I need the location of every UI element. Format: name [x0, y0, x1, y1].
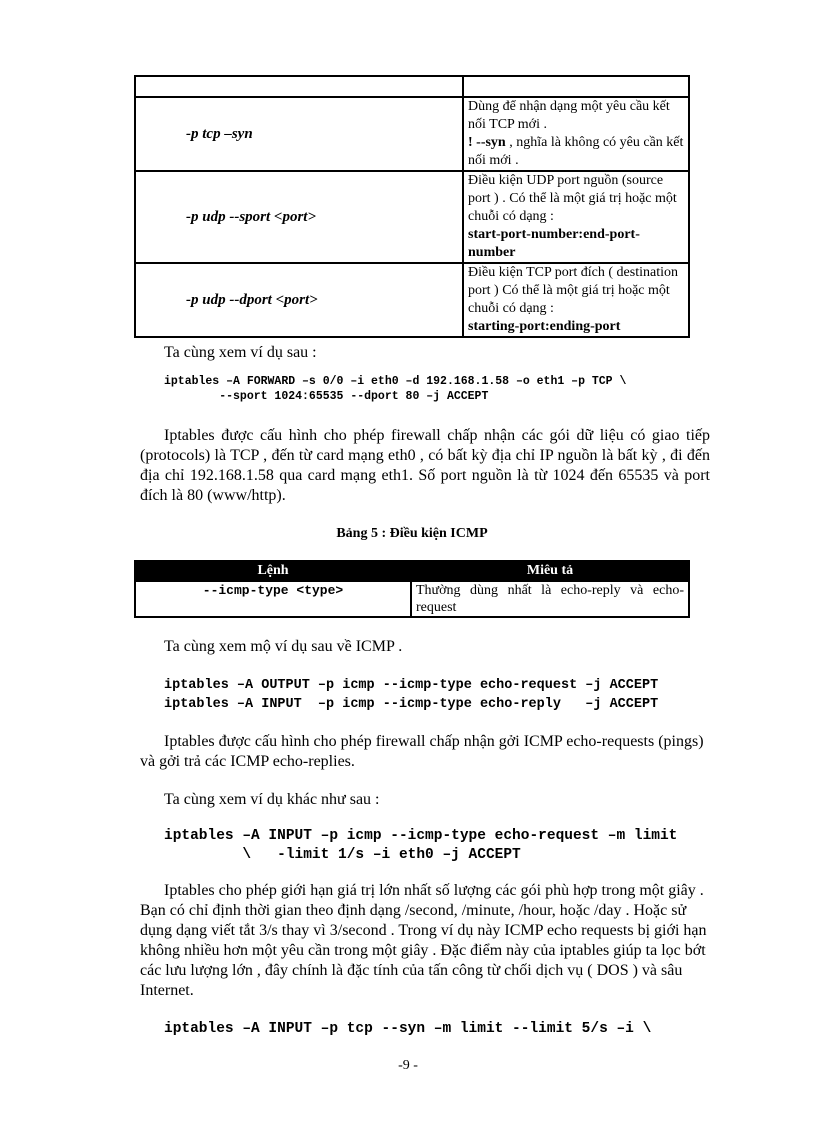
table-header-row: [135, 561, 689, 581]
column-header: Lệnh: [135, 561, 411, 581]
table-row: [135, 263, 689, 337]
table-row: [135, 581, 689, 617]
table-cell: [463, 76, 689, 97]
table-cell: [135, 76, 463, 97]
description-text: Điều kiện TCP port đích ( destination port ) Có thể là một giá trị hoặc một chuỗi có dạng :: [468, 265, 678, 316]
code-block: iptables –A INPUT –p tcp --syn –m limit --limit 5/s –i \: [164, 1021, 652, 1037]
paragraph: Iptables được cấu hình cho phép firewall chấp nhận các gói dữ liệu có giao tiếp (protocols) là TCP , đến từ card mạng eth0 , có bất kỳ địa chỉ IP nguồn là bất kỳ , đi đến địa chỉ 192.168.1.58 qua card mạng eth1. Số port nguồn là từ 1024 đến 65535 và port đích là 80 (www/http).: [140, 427, 710, 504]
icmp-table: [134, 560, 690, 618]
conditions-table: [134, 75, 690, 338]
paragraph: Ta cùng xem ví dụ sau :: [164, 344, 317, 361]
description-bold: start-port-number:end-port-number: [468, 227, 640, 260]
description-cell: [463, 263, 689, 337]
description-cell: Thường dùng nhất là echo-reply và echo-request: [411, 581, 689, 617]
paragraph: Iptables được cấu hình cho phép firewall chấp nhận gởi ICMP echo-requests (pings) và gởi trả các ICMP echo-replies.: [140, 733, 704, 770]
table-row: [135, 76, 689, 97]
command-cell: --icmp-type <type>: [135, 581, 411, 617]
description-bold: ! --syn: [468, 135, 506, 150]
description-text: Dùng để nhận dạng một yêu cầu kết nối TCP mới .: [468, 99, 670, 132]
code-block: iptables –A OUTPUT –p icmp --icmp-type echo-request –j ACCEPT iptables –A INPUT –p icmp --icmp-type echo-reply –j ACCEPT: [164, 678, 659, 712]
table-row: [135, 171, 689, 263]
description-cell: [463, 97, 689, 171]
code-block: iptables –A FORWARD –s 0/0 –i eth0 –d 192.168.1.58 –o eth1 –p TCP \ --sport 1024:65535 --dport 80 –j ACCEPT: [164, 375, 627, 403]
page-number: -9 -: [398, 1058, 418, 1073]
command-cell: -p udp --dport <port>: [135, 263, 463, 337]
description-cell: [463, 171, 689, 263]
command-cell: -p udp --sport <port>: [135, 171, 463, 263]
table-row: [135, 97, 689, 171]
paragraph: Iptables cho phép giới hạn giá trị lớn nhất số lượng các gói phù hợp trong một giây . Bạn có chỉ định thời gian theo định dạng /second, /minute, /hour, hoặc /day . Hoặc sử dụng dạng viết tắt 3/s thay vì 3/second . Trong ví dụ này ICMP echo requests bị giới hạn không nhiều hơn một yêu cần trong một giây . Đặc điểm này của iptables giúp ta lọc bớt các lưu lượng lớn , đây chính là đặc tính của tấn công từ chối dịch vụ ( DOS ) và sâu Internet.: [140, 882, 707, 999]
code-block: iptables –A INPUT –p icmp --icmp-type echo-request –m limit \ -limit 1/s –i eth0 –j ACCEPT: [164, 828, 678, 863]
description-text: , nghĩa là không có yêu cần kết nối mới .: [468, 135, 684, 168]
description-text: Điều kiện UDP port nguồn (source port ) . Có thể là một giá trị hoặc một chuỗi có dạng :: [468, 173, 677, 224]
paragraph: Ta cùng xem mộ ví dụ sau về ICMP .: [164, 638, 403, 655]
table-caption: Bảng 5 : Điều kiện ICMP: [336, 526, 488, 541]
command-cell: -p tcp –syn: [135, 97, 463, 171]
description-bold: starting-port:ending-port: [468, 319, 621, 334]
column-header: Miêu tả: [411, 561, 689, 581]
paragraph: Ta cùng xem ví dụ khác như sau :: [164, 791, 380, 808]
